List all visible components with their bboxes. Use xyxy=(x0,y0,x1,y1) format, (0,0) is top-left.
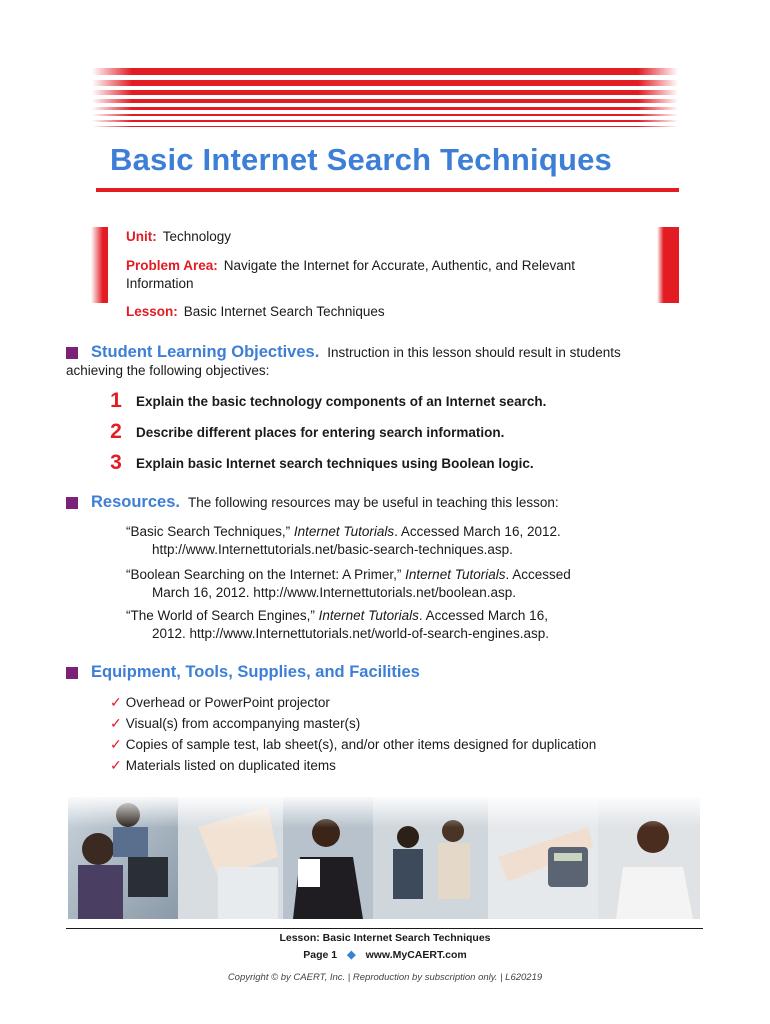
footer-lesson: Lesson: Basic Internet Search Techniques xyxy=(279,932,491,944)
header-band xyxy=(92,68,678,130)
unit-value: Technology xyxy=(162,229,232,244)
problem-area-line xyxy=(126,257,575,293)
objective-text: Explain the basic technology components of an Internet search. xyxy=(136,394,547,409)
problem-area-value: Navigate the Internet for Accurate, Authentic, and Relevant xyxy=(223,258,575,273)
resources-intro: The following resources may be useful in teaching this lesson: xyxy=(187,495,559,510)
checkmark-icon: ✓ xyxy=(110,715,122,731)
left-accent-bar xyxy=(91,227,108,303)
resource-source: Internet Tutorials xyxy=(405,567,506,582)
objective-number: 2 xyxy=(110,420,122,443)
footer-site-link[interactable]: www.MyCAERT.com xyxy=(365,949,467,961)
resource-source: Internet Tutorials xyxy=(293,524,395,539)
checkmark-icon: ✓ xyxy=(110,757,122,773)
resource-item xyxy=(126,566,571,602)
equipment-item xyxy=(110,757,336,774)
footer-page-line xyxy=(0,948,770,961)
resource-url: 2012. http://www.Internettutorials.net/world-of-search-engines.asp. xyxy=(152,626,549,641)
unit-label: Unit: xyxy=(126,229,157,244)
objective-text: Describe different places for entering search information. xyxy=(136,425,505,440)
resource-item xyxy=(126,523,561,559)
title-rule xyxy=(96,188,679,192)
objectives-intro-cont: achieving the following objectives: xyxy=(66,363,270,378)
objective-number: 3 xyxy=(110,451,122,474)
resource-source: Internet Tutorials xyxy=(318,608,419,623)
resource-title: “Boolean Searching on the Internet: A Primer,” xyxy=(126,567,406,582)
equipment-item xyxy=(110,694,330,711)
photo-collage xyxy=(68,797,700,919)
lesson-line xyxy=(126,303,385,321)
objective-number: 1 xyxy=(110,389,122,412)
objectives-heading-line xyxy=(91,343,621,362)
lesson-value: Basic Internet Search Techniques xyxy=(183,304,385,319)
resource-accessed: . Accessed March 16, xyxy=(418,608,548,623)
checkmark-icon: ✓ xyxy=(110,736,122,752)
problem-area-label: Problem Area: xyxy=(126,258,218,273)
footer-rule xyxy=(66,928,703,929)
unit-line xyxy=(126,228,231,246)
resources-heading: Resources. xyxy=(91,493,180,511)
equipment-item-text: Visual(s) from accompanying master(s) xyxy=(125,716,361,731)
page-number: Page 1 xyxy=(303,949,338,961)
problem-area-value-cont: Information xyxy=(126,276,194,291)
page-title: Basic Internet Search Techniques xyxy=(110,142,612,177)
equipment-item xyxy=(110,736,596,753)
diamond-icon: ◆ xyxy=(347,949,356,961)
resource-accessed: . Accessed xyxy=(505,567,571,582)
section-bullet xyxy=(66,667,78,679)
resource-url: March 16, 2012. http://www.Internettutorials.net/boolean.asp. xyxy=(152,585,516,600)
objectives-heading: Student Learning Objectives. xyxy=(91,343,320,361)
copyright-notice: Copyright © by CAERT, Inc. | Reproduction by subscription only. | L620219 xyxy=(227,972,543,983)
equipment-item xyxy=(110,715,360,732)
checkmark-icon: ✓ xyxy=(110,694,122,710)
resource-accessed: . Accessed March 16, 2012. xyxy=(394,524,561,539)
resources-heading-line xyxy=(91,493,559,512)
objective-text: Explain basic Internet search techniques using Boolean logic. xyxy=(136,456,534,471)
resource-title: “Basic Search Techniques,” xyxy=(126,524,294,539)
lesson-label: Lesson: xyxy=(126,304,178,319)
equipment-item-text: Materials listed on duplicated items xyxy=(125,758,336,773)
equipment-heading: Equipment, Tools, Supplies, and Facilities xyxy=(91,663,420,681)
resource-url: http://www.Internettutorials.net/basic-search-techniques.asp. xyxy=(152,542,513,557)
section-bullet xyxy=(66,347,78,359)
resource-title: “The World of Search Engines,” xyxy=(126,608,319,623)
equipment-item-text: Overhead or PowerPoint projector xyxy=(125,695,330,710)
equipment-item-text: Copies of sample test, lab sheet(s), and/or other items designed for duplication xyxy=(125,737,597,752)
section-bullet xyxy=(66,497,78,509)
right-accent-bar xyxy=(657,227,679,303)
resource-item xyxy=(126,607,549,643)
objectives-intro: Instruction in this lesson should result in students xyxy=(327,345,621,360)
